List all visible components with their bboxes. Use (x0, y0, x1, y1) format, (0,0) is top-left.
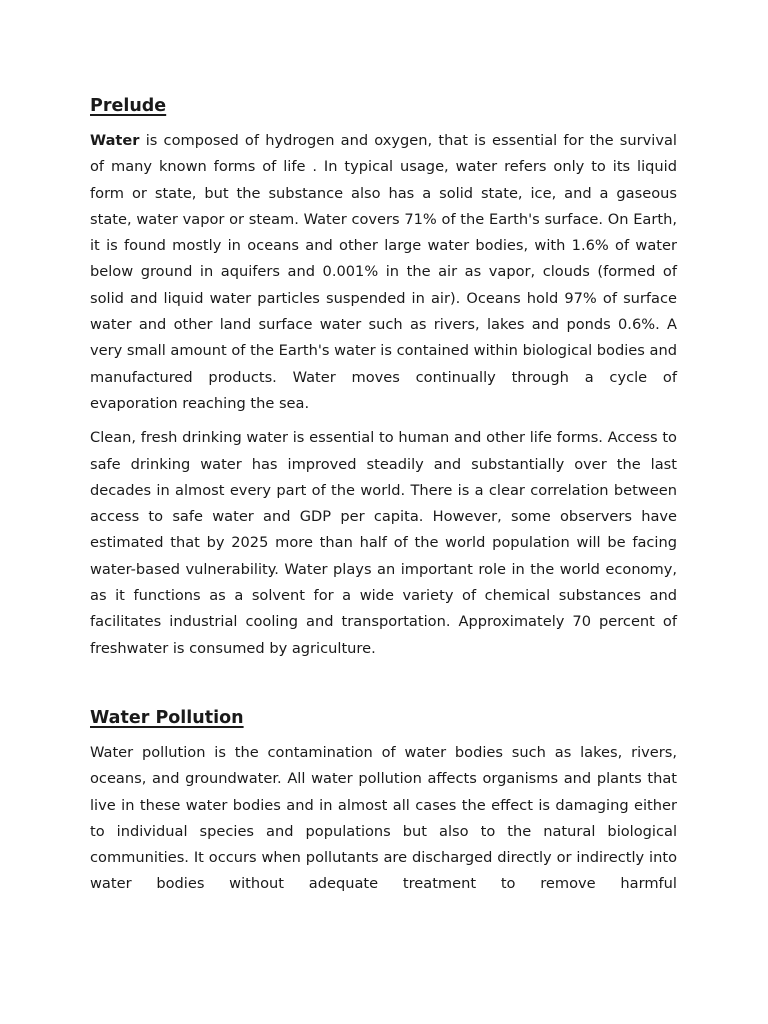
paragraph-drinking-water: Clean, fresh drinking water is essential to human and other life forms. Access to safe drinking water has improved steadily and substantially over the last decades in almost every part of the world. There is a clear correlation between access to safe water and GDP per capita. However, some observers have estimated that by 2025 more than half of the world population will be facing water-based vulnerability. Water plays an important role in the world economy, as it functions as a solvent for a wide variety of chemical substances and facilitates industrial cooling and transportation. Approximately 70 percent of freshwater is consumed by agriculture. (90, 429, 677, 657)
paragraph-lead-word: Water (90, 132, 140, 149)
section-heading-prelude: Prelude (90, 96, 167, 116)
paragraph-text: is composed of hydrogen and oxygen, that is essential for the survival of many known forms of life . In typical usage, water refers only to its liquid form or state, but the substance also has a solid state, ice, and a gaseous state, water vapor or steam. Water covers 71% of the Earth's surface. On Earth, it is found mostly in oceans and other large water bodies, with 1.6% of water below ground in aquifers and 0.001% in the air as vapor, clouds (formed of solid and liquid water particles suspended in air). Oceans hold 97% of surface water and other land surface water such as rivers, lakes and ponds 0.6%. A very small amount of the Earth's water is contained within biological bodies and manufactured products. Water moves continually through a cycle of evaporation reaching the sea. (90, 132, 677, 412)
paragraph-water-pollution: Water pollution is the contamination of water bodies such as lakes, rivers, oceans, and groundwater. All water pollution affects organisms and plants that live in these water bodies and in almost all cases the effect is damaging either to individual species and populations but also to the natural biological communities. It occurs when pollutants are discharged directly or indirectly into water bodies without adequate treatment to remove harmful (90, 743, 677, 893)
document-page (90, 92, 677, 898)
section-heading-water-pollution: Water Pollution (90, 707, 244, 728)
paragraph-water-intro (90, 128, 677, 417)
